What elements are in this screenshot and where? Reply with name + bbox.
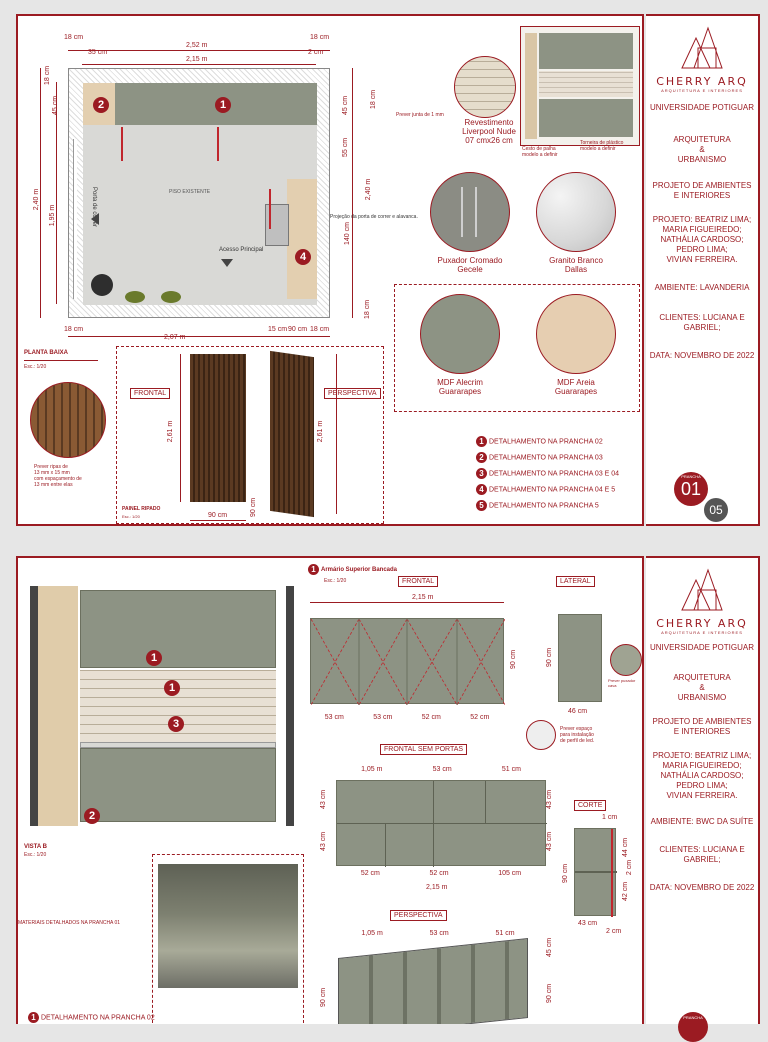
- detail-lateral-label: LATERAL: [556, 576, 595, 587]
- label-handle: Puxador Cromado Gecele: [437, 256, 503, 274]
- detail-corte-section: [574, 828, 616, 916]
- label-granite: Granito Branco Dallas: [549, 256, 603, 274]
- detail-sem-left1: 43 cm: [320, 789, 328, 810]
- prancha-total: 05: [704, 498, 728, 522]
- detail-corte-top: 1 cm: [602, 814, 618, 821]
- detail-lateral-w: 46 cm: [568, 708, 588, 715]
- detail-sem-right1: 43 cm: [546, 789, 554, 810]
- brand-tagline: ARQUITETURA E INTERIORES: [661, 630, 743, 635]
- plan-title-rule: [24, 360, 98, 361]
- brick-joint-note: Prever junta de 1 mm: [396, 112, 444, 118]
- dim-top-252: 2,52 m: [186, 42, 208, 49]
- dim-left-240: 2,40 m: [33, 188, 41, 211]
- detail-persp-r1: 45 cm: [546, 937, 554, 958]
- legend-item: 2 DETALHAMENTO NA PRANCHA 03: [476, 452, 619, 463]
- vista-tall-panel: [38, 586, 78, 826]
- panel-perspective: [270, 351, 314, 517]
- cherry-logo-icon: [672, 566, 732, 612]
- side-clients: CLIENTES: LUCIANA E GABRIEL;: [659, 313, 745, 332]
- side-course: ARQUITETURA & URBANISMO: [673, 135, 731, 164]
- side-clients: CLIENTES: LUCIANA E GABRIEL;: [659, 845, 745, 864]
- swatch-slat-detail: [30, 382, 106, 458]
- dim-line-top2: [82, 64, 316, 65]
- detail-sem-bottom: 52 cm 52 cm 105 cm: [360, 870, 522, 877]
- detail-corte-label: CORTE: [574, 800, 606, 811]
- elev-lower-cabinet: [539, 99, 633, 137]
- detail-frontal-sem-label: FRONTAL SEM PORTAS: [380, 744, 467, 755]
- detail-corte-r2: 2 cm: [626, 859, 634, 876]
- panel-h1-line: [180, 354, 181, 502]
- sheet-prancha-01: [16, 14, 644, 526]
- side-course: ARQUITETURA & URBANISMO: [673, 673, 731, 702]
- detail-sem-left2: 43 cm: [320, 831, 328, 852]
- detail-frontal-cabinet: [310, 618, 504, 704]
- door-arrow-icon: [91, 213, 99, 225]
- dim-bot-90: 90 cm: [288, 326, 308, 333]
- red-line-3: [269, 189, 271, 229]
- vista-wall-right: [286, 586, 294, 826]
- label-mdf-alecrim: MDF Alecrim Guararapes: [437, 378, 483, 396]
- dim-bot-18b: 18 cm: [310, 326, 330, 333]
- brand-tagline: ARQUITETURA E INTERIORES: [661, 88, 743, 93]
- detail-corte-h: 90 cm: [562, 863, 570, 884]
- detail-persp-r2: 90 cm: [546, 983, 554, 1004]
- vista-wall-left: [30, 586, 38, 826]
- vista-lower-cabinet: [80, 748, 276, 822]
- dim-top-18: 18 cm: [64, 34, 84, 41]
- detail-frontal-w: 2,15 m: [412, 594, 434, 601]
- detail-corte-r1: 44 cm: [622, 837, 630, 858]
- prancha-label: PRANCHA: [681, 474, 701, 479]
- dim-left-45: 45 cm: [52, 95, 60, 116]
- detail-corte-b: 2 cm: [606, 928, 622, 935]
- prancha-number: 01: [680, 479, 702, 499]
- dim-bot-18: 18 cm: [64, 326, 84, 333]
- laundry-elevation: [520, 26, 640, 146]
- detail-scale: Esc.: 1/20: [324, 578, 347, 584]
- panel-h1: 2,61 m: [167, 420, 175, 443]
- dim-left-195: 1,95 m: [49, 204, 57, 227]
- side-project: PROJETO: BEATRIZ LIMA; MARIA FIGUEIREDO; NATHÁLIA CARDOSO; PEDRO LIMA; VIVIAN FERREIRA.: [652, 751, 752, 800]
- dim-right-140: 140 cm: [343, 222, 351, 245]
- handle-line-left: [461, 187, 463, 237]
- dim-left-18: 18 cm: [44, 65, 52, 86]
- red-line-1: [121, 127, 123, 161]
- vista-marker-2: 2: [84, 808, 100, 824]
- elev-note-tap: Torneira de plástico modelo a definir: [580, 140, 624, 152]
- dim-bot-207: 2,07 m: [164, 334, 186, 341]
- detail-sem-total: 2,15 m: [426, 884, 448, 891]
- legend-list: [476, 436, 619, 516]
- detail-header: 1 Armário Superior Bancada: [308, 564, 397, 575]
- panel-w-line: [190, 520, 246, 521]
- detail-frontal-label: FRONTAL: [398, 576, 438, 587]
- render-note: MATERIAIS DETALHADOS NA PRANCHA 01: [18, 920, 121, 926]
- vista-scale: Esc.: 1/20: [24, 852, 47, 858]
- side-ambiente: AMBIENTE: LAVANDERIA: [654, 283, 750, 292]
- dim-right-45: 45 cm: [342, 95, 350, 116]
- dim-top-2: 2 cm: [308, 49, 324, 56]
- vista-title: VISTA B: [24, 844, 48, 850]
- access-arrow-icon: [221, 259, 233, 267]
- side-discipline: PROJETO DE AMBIENTES E INTERIORES: [652, 717, 752, 736]
- legend-item: 3 DETALHAMENTO NA PRANCHA 03 E 04: [476, 468, 619, 479]
- prancha-label: PRANCHA: [683, 1015, 703, 1020]
- vista-b-drawing: [30, 586, 294, 826]
- detail-perspectiva-label: PERSPECTIVA: [390, 910, 447, 921]
- swatch-mdf-areia: [536, 294, 616, 374]
- panel-d: 90 cm: [250, 497, 258, 518]
- plant-plan-2: [125, 291, 145, 303]
- detail-frontal-w-line: [310, 602, 504, 603]
- legend-item: 5 DETALHAMENTO NA PRANCHA 5: [476, 500, 619, 511]
- detail-persp-cabinet: [338, 938, 528, 1024]
- dim-line-right: [352, 68, 353, 318]
- legend-item: 1 DETALHAMENTO NA PRANCHA 02: [476, 436, 619, 447]
- side-project: PROJETO: BEATRIZ LIMA; MARIA FIGUEIREDO; NATHÁLIA CARDOSO; PEDRO LIMA; VIVIAN FERREIRA.: [652, 215, 752, 264]
- door-note: Projeção da porta de correr e alavanca.: [330, 214, 418, 220]
- side-university: UNIVERSIDADE POTIGUAR: [649, 103, 754, 112]
- dim-top-215: 2,15 m: [186, 56, 208, 63]
- corte-back: [611, 829, 613, 917]
- sliding-door-line: [73, 139, 77, 299]
- vista-marker-1a: 1: [146, 650, 162, 666]
- detail-frontal-h: 90 cm: [510, 649, 518, 670]
- detail-lateral-h: 90 cm: [546, 647, 554, 668]
- elev-brick-wall: [539, 71, 633, 97]
- plant-plan-3: [161, 291, 181, 303]
- detail-corte-r3: 42 cm: [622, 881, 630, 902]
- elev-upper-cabinet: [539, 33, 633, 69]
- dim-line-top: [68, 50, 330, 51]
- marker-2: 2: [93, 97, 109, 113]
- sem-div-1: [433, 781, 434, 823]
- dim-line-bottom: [68, 336, 330, 337]
- detail-led-note: Prever espaço para instalação de perfil de led.: [560, 726, 595, 744]
- swatch-granite: [536, 172, 616, 252]
- brand-name: CHERRY ARQ: [656, 75, 748, 88]
- detail-sem-cabinet: [336, 780, 546, 866]
- detail-corte-w: 43 cm: [578, 920, 598, 927]
- detail-persp-h: 90 cm: [320, 987, 328, 1008]
- dim-right-18: 18 cm: [370, 89, 378, 110]
- prancha-badge: [678, 1012, 708, 1042]
- plan-title: PLANTA BAIXA: [24, 350, 68, 356]
- title-block-01: [646, 14, 760, 526]
- swatch-mdf-alecrim: [420, 294, 500, 374]
- swatch-brick: [454, 56, 516, 118]
- sem-div-4: [433, 823, 434, 867]
- label-brick: Revestimento Liverpool Nude 07 cmx26 cm: [462, 118, 516, 145]
- tall-cabinet-plan: [287, 179, 317, 299]
- detail-frontal-parts: 53 cm 53 cm 52 cm 52 cm: [324, 714, 490, 721]
- detail-lateral-zoom: [610, 644, 642, 676]
- prancha-badge: [674, 472, 708, 506]
- detail-lateral-note: Prever puxador cava: [608, 678, 636, 688]
- panel-w: 90 cm: [208, 512, 228, 519]
- panel-frontal-label: FRONTAL: [130, 388, 170, 399]
- panel-h2-line: [336, 354, 337, 514]
- side-discipline: PROJETO DE AMBIENTES E INTERIORES: [652, 181, 752, 200]
- bottom-legend: 1 DETALHAMENTO NA PRANCHA 02: [28, 1012, 155, 1023]
- sheet-prancha-02: [16, 556, 644, 1024]
- floor-label: PISO EXISTENTE: [169, 189, 211, 195]
- dim-line-left: [40, 68, 41, 318]
- side-date: DATA: NOVEMBRO DE 2022: [649, 351, 755, 360]
- swatch-handle: [430, 172, 510, 252]
- side-ambiente: AMBIENTE: BWC DA SUÍTE: [650, 817, 754, 826]
- dim-right-55: 55 cm: [342, 137, 350, 158]
- red-line-2: [217, 127, 219, 161]
- dim-top-18b: 18 cm: [310, 34, 330, 41]
- sem-div-2: [485, 781, 486, 823]
- sem-div-3: [385, 823, 386, 867]
- marker-4: 4: [295, 249, 311, 265]
- dim-right-18b: 18 cm: [364, 299, 372, 320]
- dim-line-left2: [56, 82, 57, 304]
- slat-note: Prever ripas de 13 mm x 15 mm com espaçamento de 13 mm entre elas: [34, 464, 82, 488]
- panel-scale: Esc.: 1/20: [122, 514, 140, 519]
- cherry-logo-icon: [672, 24, 732, 70]
- handle-line-right: [475, 187, 477, 237]
- panel-h2: 2,61 m: [317, 420, 325, 443]
- elev-note-basket: Cesto de palha modelo a definir: [522, 146, 558, 158]
- panel-frontal: [190, 354, 246, 502]
- legend-item: 4 DETALHAMENTO NA PRANCHA 04 E 5: [476, 484, 619, 495]
- dim-top-35: 35 cm: [88, 49, 108, 56]
- detail-lateral-cabinet: [558, 614, 602, 702]
- title-block-02: [646, 556, 760, 1024]
- sem-shelf: [337, 823, 547, 824]
- side-date: DATA: NOVEMBRO DE 2022: [649, 883, 755, 892]
- detail-sem-right2: 43 cm: [546, 831, 554, 852]
- panel-title: PAINEL RIPADO: [122, 506, 161, 512]
- label-mdf-areia: MDF Areia Guararapes: [554, 378, 598, 396]
- access-label: Acesso Principal: [219, 247, 264, 253]
- plan-scale: Esc.: 1/20: [24, 364, 47, 370]
- plant-plan: [91, 274, 113, 296]
- detail-sem-top: 1,05 m 53 cm 51 cm: [361, 766, 521, 773]
- detail-persp-top: 1,05 m 53 cm 51 cm: [361, 930, 515, 937]
- vista-upper-cabinet: [80, 590, 276, 668]
- render-image: [158, 864, 298, 988]
- brand-name: CHERRY ARQ: [656, 617, 748, 630]
- dim-bot-15: 15 cm: [268, 326, 288, 333]
- door-swing-icon: [311, 619, 505, 705]
- marker-1: 1: [215, 97, 231, 113]
- vista-marker-3: 3: [168, 716, 184, 732]
- detail-led-zoom: [526, 720, 556, 750]
- side-university: UNIVERSIDADE POTIGUAR: [649, 643, 754, 652]
- door-label: Porta de correr: [91, 187, 97, 228]
- dim-right-240: 2,40 m: [365, 178, 373, 201]
- panel-perspectiva-label: PERSPECTIVA: [324, 388, 381, 399]
- floor-plan: [68, 68, 330, 318]
- vista-marker-1b: 1: [164, 680, 180, 696]
